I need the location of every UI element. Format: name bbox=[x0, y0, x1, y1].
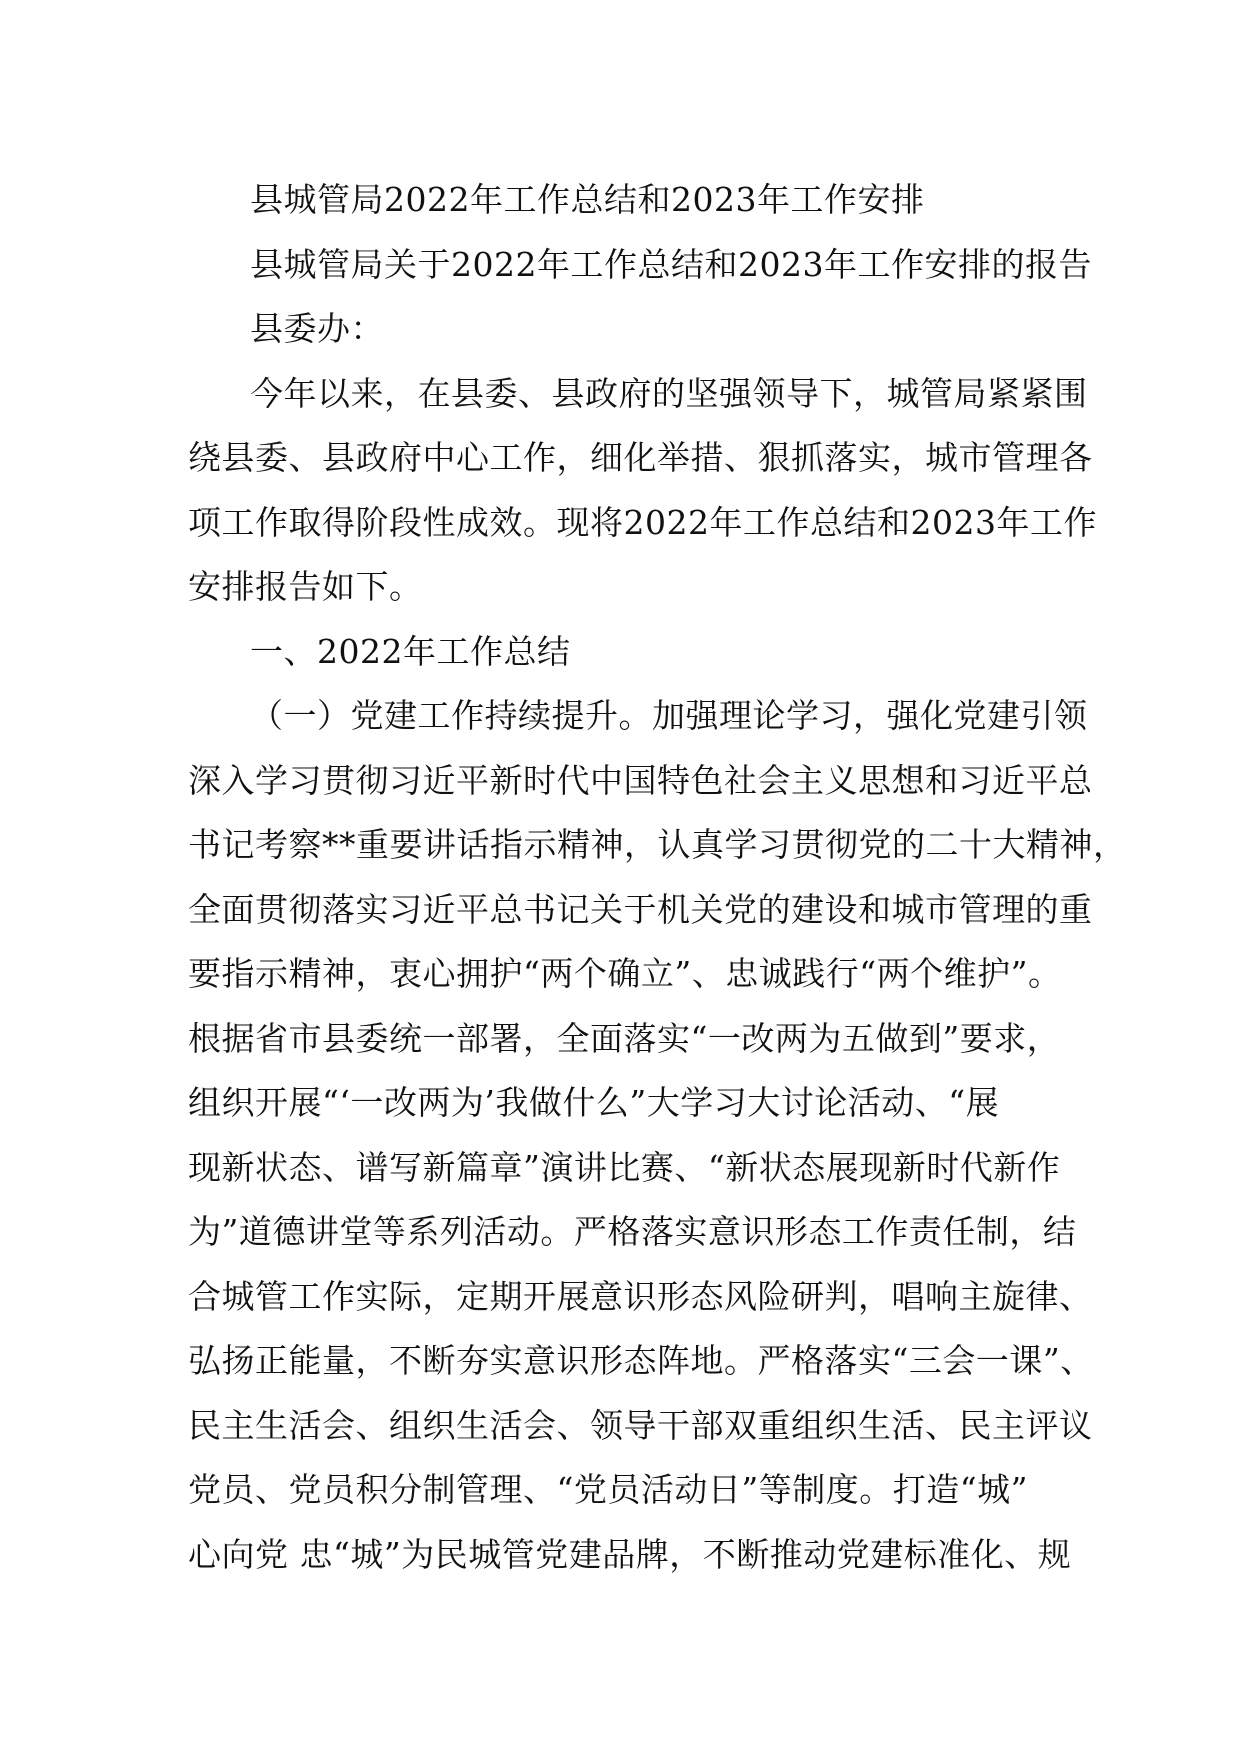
paragraph-line: 民主生活会、组织生活会、领导干部双重组织生活、民主评议 bbox=[188, 1405, 1093, 1445]
intro-line: 绕县委、县政府中心工作，细化举措、狠抓落实，城市管理各 bbox=[188, 438, 1093, 477]
intro-line: 安排报告如下。 bbox=[188, 567, 423, 606]
paragraph-line: 合城管工作实际，定期开展意识形态风险研判，唱响主旋律、 bbox=[188, 1276, 1093, 1316]
paragraph-line: 组织开展“‘一改两为’我做什么”大学习大讨论活动、“展 bbox=[188, 1083, 1000, 1122]
section-heading: 一、2022年工作总结 bbox=[250, 631, 571, 671]
paragraph-line: 心向党 忠“城”为民城管党建品牌，不断推动党建标准化、规 bbox=[188, 1534, 1072, 1574]
paragraph-line: 书记考察**重要讲话指示精神，认真学习贯彻党的二十大精神， bbox=[188, 825, 1127, 864]
paragraph-line: 全面贯彻落实习近平总书记关于机关党的建设和城市管理的重 bbox=[188, 889, 1093, 929]
paragraph-line: 为”道德讲堂等系列活动。严格落实意识形态工作责任制，结 bbox=[188, 1212, 1077, 1251]
intro-line: 今年以来，在县委、县政府的坚强领导下，城管局紧紧围 bbox=[250, 373, 1088, 413]
paragraph-line: 要指示精神，衷心拥护“两个确立”、忠诚践行“两个维护”。 bbox=[188, 954, 1062, 993]
document-title: 县城管局2022年工作总结和2023年工作安排 bbox=[250, 180, 925, 219]
paragraph-line: 弘扬正能量，不断夯实意识形态阵地。严格落实“三会一课”、 bbox=[188, 1341, 1094, 1380]
document-body bbox=[188, 168, 1127, 1587]
paragraph-line: 党员、党员积分制管理、“党员活动日”等制度。打造“城” bbox=[188, 1470, 1028, 1509]
paragraph-line: 现新状态、谱写新篇章”演讲比赛、“新状态展现新时代新作 bbox=[188, 1147, 1061, 1187]
paragraph-line: （一）党建工作持续提升。加强理论学习，强化党建引领 bbox=[250, 696, 1088, 735]
paragraph-line: 根据省市县委统一部署，全面落实“一改两为五做到”要求， bbox=[188, 1018, 1061, 1058]
document-subtitle: 县城管局关于2022年工作总结和2023年工作安排的报告 bbox=[250, 244, 1092, 284]
intro-line: 项工作取得阶段性成效。现将2022年工作总结和2023年工作 bbox=[188, 502, 1097, 542]
paragraph-line: 深入学习贯彻习近平新时代中国特色社会主义思想和习近平总 bbox=[188, 760, 1093, 800]
addressee: 县委办： bbox=[250, 309, 384, 348]
